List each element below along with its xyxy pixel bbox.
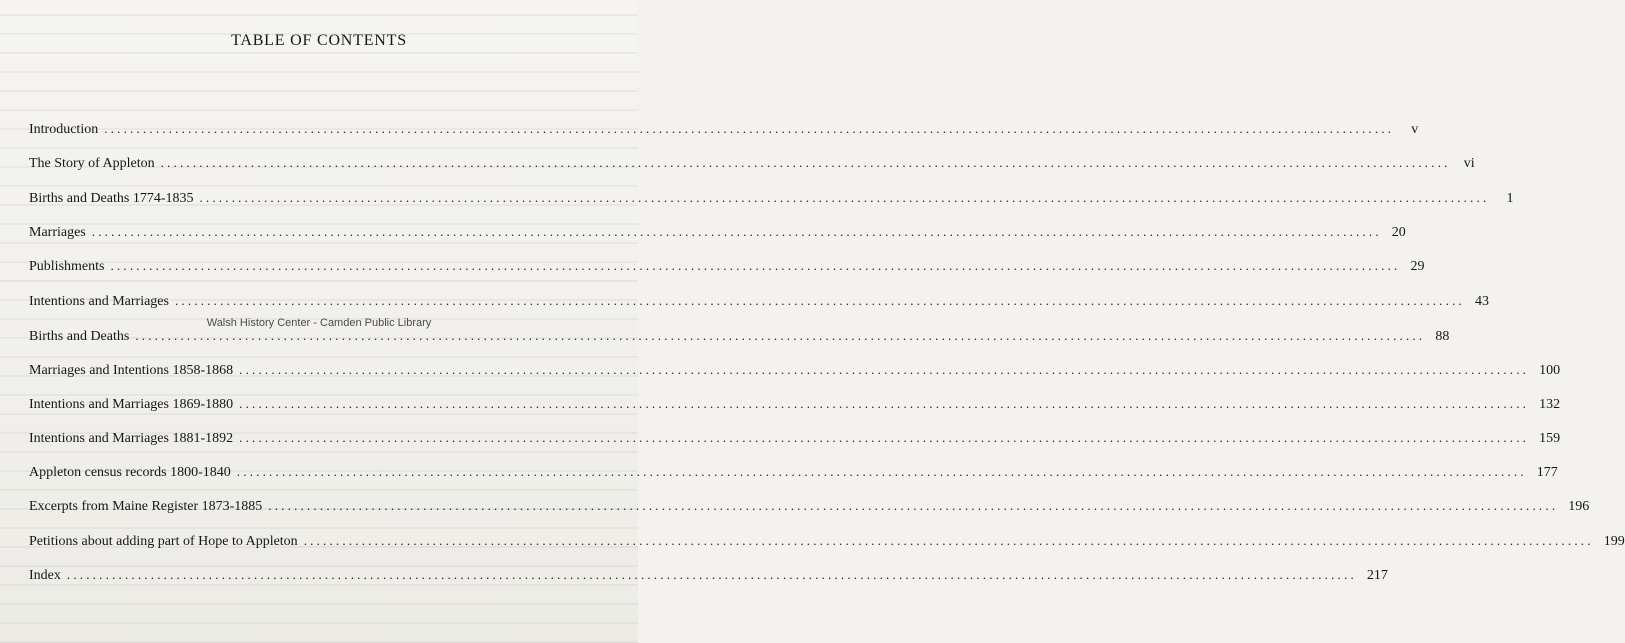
toc-entry-marriages-intentions-1858 <box>29 362 1561 382</box>
toc-entry-page: 132 <box>1539 397 1561 412</box>
dot-leader: ........................................................................................................................................................................................................ <box>268 498 1559 513</box>
dot-leader: ........................................................................................................................................................................................................ <box>160 155 1451 170</box>
page-title: TABLE OF CONTENTS <box>231 32 407 49</box>
dot-leader: ........................................................................................................................................................................................................ <box>239 396 1530 411</box>
toc-entry-label: Intentions and Marriages 1869-1880 <box>29 397 234 412</box>
library-watermark: Walsh History Center - Camden Public Library <box>206 317 432 329</box>
toc-entry-label: Introduction <box>29 122 99 137</box>
dot-leader: ........................................................................................................................................................................................................ <box>66 567 1357 582</box>
dot-leader: ........................................................................................................................................................................................................ <box>91 224 1382 239</box>
toc-entry-births-deaths <box>29 328 1450 348</box>
toc-entry-page: v <box>1411 122 1419 137</box>
toc-entry-label: Births and Deaths 1774-1835 <box>29 191 194 206</box>
toc-entry-page: vi <box>1463 156 1475 171</box>
dot-leader: ........................................................................................................................................................................................................ <box>239 430 1530 445</box>
dot-leader: ........................................................................................................................................................................................................ <box>110 258 1401 273</box>
toc-entry-page: 199 <box>1603 534 1625 549</box>
toc-entry-label: Excerpts from Maine Register 1873-1885 <box>29 499 263 514</box>
toc-entry-page: 196 <box>1568 499 1590 514</box>
toc-entry-page: 177 <box>1536 465 1558 480</box>
toc-entry-births-deaths-1774 <box>29 190 1514 210</box>
toc-entry-intentions-marriages <box>29 293 1489 313</box>
toc-entry-maine-register <box>29 498 1590 518</box>
toc-entry-petitions <box>29 533 1625 553</box>
toc-entry-label: Appleton census records 1800-1840 <box>29 465 231 480</box>
toc-entry-page: 43 <box>1474 294 1489 309</box>
toc-entry-page: 88 <box>1435 329 1450 344</box>
toc-entry-marriages <box>29 224 1406 244</box>
dot-leader: ........................................................................................................................................................................................................ <box>303 533 1594 548</box>
dot-leader: ........................................................................................................................................................................................................ <box>239 362 1530 377</box>
dot-leader: ........................................................................................................................................................................................................ <box>174 293 1465 308</box>
toc-entry-publishments <box>29 258 1425 278</box>
toc-entry-page: 20 <box>1391 225 1406 240</box>
dot-leader: ........................................................................................................................................................................................................ <box>135 328 1426 343</box>
toc-entry-label: Intentions and Marriages 1881-1892 <box>29 431 234 446</box>
toc-entry-label: The Story of Appleton <box>29 156 155 171</box>
toc-entry-introduction <box>29 121 1419 141</box>
dot-leader: ........................................................................................................................................................................................................ <box>199 190 1490 205</box>
dot-leader: ........................................................................................................................................................................................................ <box>104 121 1395 136</box>
toc-entry-label: Births and Deaths <box>29 329 130 344</box>
toc-entry-label: Petitions about adding part of Hope to Appleton <box>29 534 298 549</box>
toc-entry-story-of-appleton <box>29 155 1475 175</box>
toc-entry-intentions-marriages-1881 <box>29 430 1561 450</box>
toc-entry-page: 159 <box>1539 431 1561 446</box>
toc-entry-intentions-marriages-1869 <box>29 396 1561 416</box>
toc-entry-page: 1 <box>1506 191 1514 206</box>
toc-entry-page: 217 <box>1366 568 1388 583</box>
toc-entry-page: 100 <box>1539 363 1561 378</box>
toc-entry-page: 29 <box>1410 259 1425 274</box>
toc-entry-census-records <box>29 464 1558 484</box>
dot-leader: ........................................................................................................................................................................................................ <box>236 464 1527 479</box>
toc-entry-index <box>29 567 1388 587</box>
toc-entry-label: Marriages and Intentions 1858-1868 <box>29 363 234 378</box>
toc-entry-label: Marriages <box>29 225 86 240</box>
toc-entry-label: Intentions and Marriages <box>29 294 169 309</box>
toc-entry-label: Index <box>29 568 61 583</box>
toc-entry-label: Publishments <box>29 259 105 274</box>
